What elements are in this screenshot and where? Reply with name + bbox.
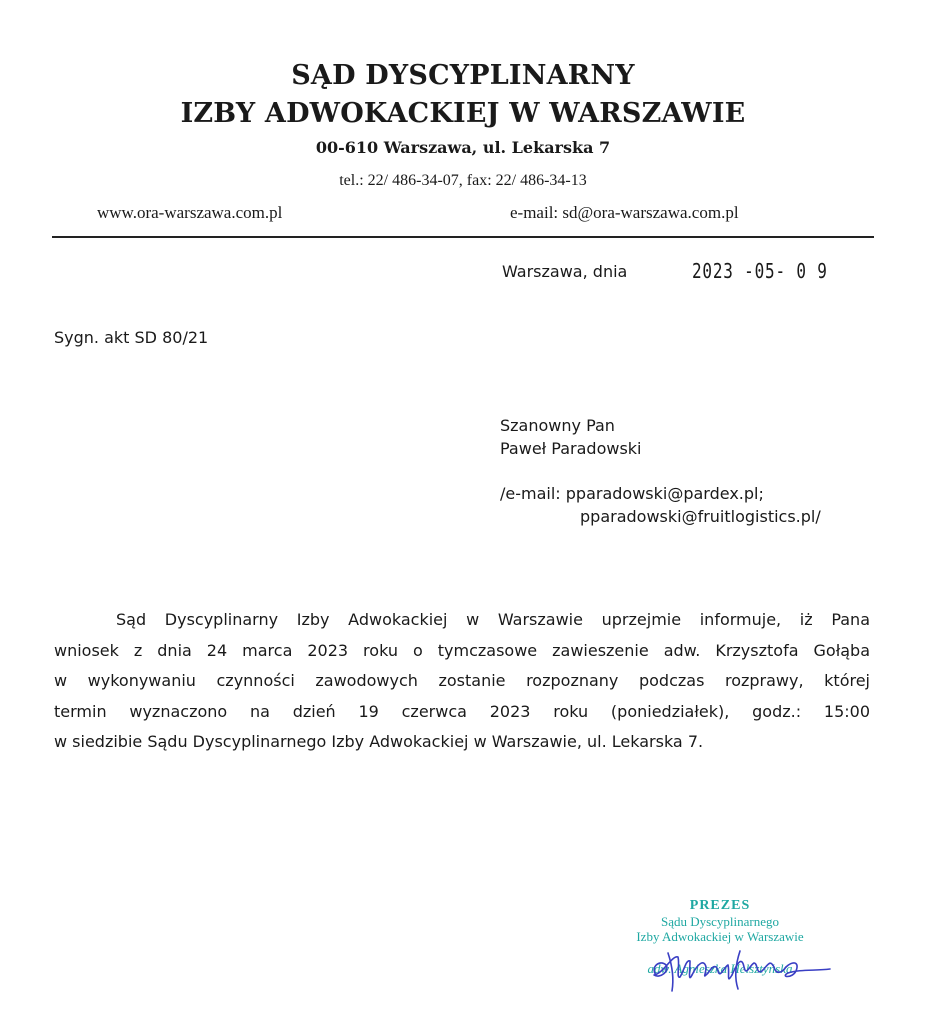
stamp-title: PREZES	[689, 898, 751, 913]
stamp-line2: Izby Adwokackiej w Warszawie	[636, 929, 804, 944]
letterhead-website: www.ora-warszawa.com.pl	[97, 203, 283, 222]
body-line: Sąd Dyscyplinarny Izby Adwokackiej w Warszawie uprzejmie informuje, iż Pana	[116, 610, 870, 629]
case-reference: Sygn. akt SD 80/21	[54, 328, 209, 347]
letterhead-divider	[52, 236, 874, 238]
body-line: wniosek z dnia 24 marca 2023 roku o tymczasowe zawieszenie adw. Krzysztofa Gołąba	[54, 640, 870, 660]
letterhead-address: 00-610 Warszawa, ul. Lekarska 7	[315, 138, 611, 157]
recipient-email-line2: pparadowski@fruitlogistics.pl/	[580, 507, 821, 526]
date-stamp: 2023 -05- 0 9	[692, 259, 828, 283]
handwritten-signature	[620, 945, 840, 995]
letterhead-email: e-mail: sd@ora-warszawa.com.pl	[510, 203, 739, 222]
letterhead-title-line2: IZBY ADWOKACKIEJ W WARSZAWIE	[180, 98, 746, 129]
body-line: w wykonywaniu czynności zawodowych zostanie rozpoznany podczas rozprawy, której	[54, 671, 870, 690]
recipient-name: Paweł Paradowski	[500, 439, 642, 458]
body-line: w siedzibie Sądu Dyscyplinarnego Izby Adwokackiej w Warszawie, ul. Lekarska 7.	[54, 732, 704, 751]
body-line: termin wyznaczono na dzień 19 czerwca 2023 roku (poniedziałek), godz.: 15:00	[54, 701, 870, 721]
stamp-line1: Sądu Dyscyplinarnego	[660, 914, 780, 929]
recipient-email-line1: /e-mail: pparadowski@pardex.pl;	[500, 484, 764, 503]
body-paragraph	[54, 605, 870, 758]
letterhead-title-line1: SĄD DYSCYPLINARNY	[291, 60, 635, 91]
letterhead-phone-fax: tel.: 22/ 486-34-07, fax: 22/ 486-34-13	[339, 172, 587, 189]
stamp-name: adw. Agnieszka Helsztyńska	[647, 961, 793, 976]
recipient-salutation: Szanowny Pan	[500, 416, 615, 435]
date-label: Warszawa, dnia	[502, 262, 628, 281]
